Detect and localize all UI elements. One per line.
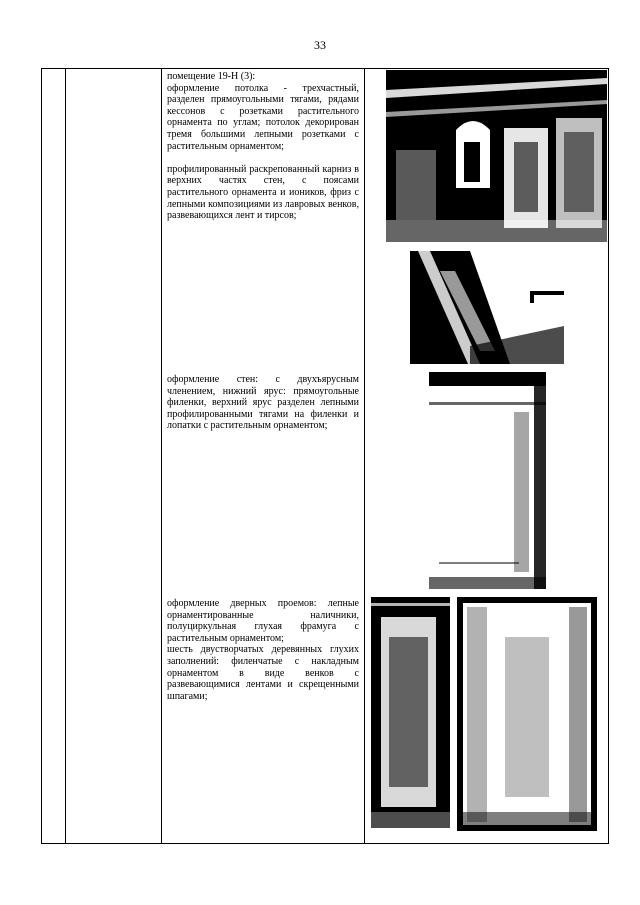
doorway-photo-left (371, 597, 450, 828)
room-heading: помещение 19-Н (3): (167, 71, 256, 82)
page-number: 33 (314, 38, 326, 52)
door-fillings-paragraph: шесть двустворчатых деревянных глухих заполнений: филенчатые с накладным орнаментом в виде венков с развевающимися лентами и скрещенными шпагами; (167, 644, 359, 702)
description-block-walls (167, 374, 359, 432)
heritage-table (41, 68, 609, 844)
doorway-photo-right (457, 597, 597, 831)
doorways-paragraph: оформление дверных проемов: лепные орнаментированные наличники, полуциркульная глухая фрамуга с растительным орнаментом; (167, 598, 359, 644)
cornice-photo (410, 251, 564, 364)
description-block-doors (167, 598, 359, 702)
ceiling-paragraph: оформление потолка - трехчастный, разделен прямоугольными тягами, рядами кессонов с розетками растительного орнамента по углам; потолок декорирован тремя большими лепными розетками с растительным орнаментом; (167, 82, 359, 152)
description-block-ceiling (167, 71, 359, 222)
walls-paragraph: оформление стен: с двухъярусным членением, нижний ярус: прямоугольные филенки, верхний ярус разделен лепными профилированными тягами на филенки и лопатки с растительным орнаментом; (167, 374, 359, 432)
ceiling-photo (386, 70, 607, 242)
index-cell (42, 69, 66, 844)
wall-photo (429, 372, 546, 589)
description-cell (162, 69, 365, 844)
name-cell (66, 69, 162, 844)
photos-cell (365, 69, 609, 844)
cornice-paragraph: профилированный раскрепованный карниз в верхних частях стен, с поясами растительного орнамента и иоников, фриз с лепными композициями из лавровых венков, развевающихся лент и тирсов; (167, 163, 359, 222)
